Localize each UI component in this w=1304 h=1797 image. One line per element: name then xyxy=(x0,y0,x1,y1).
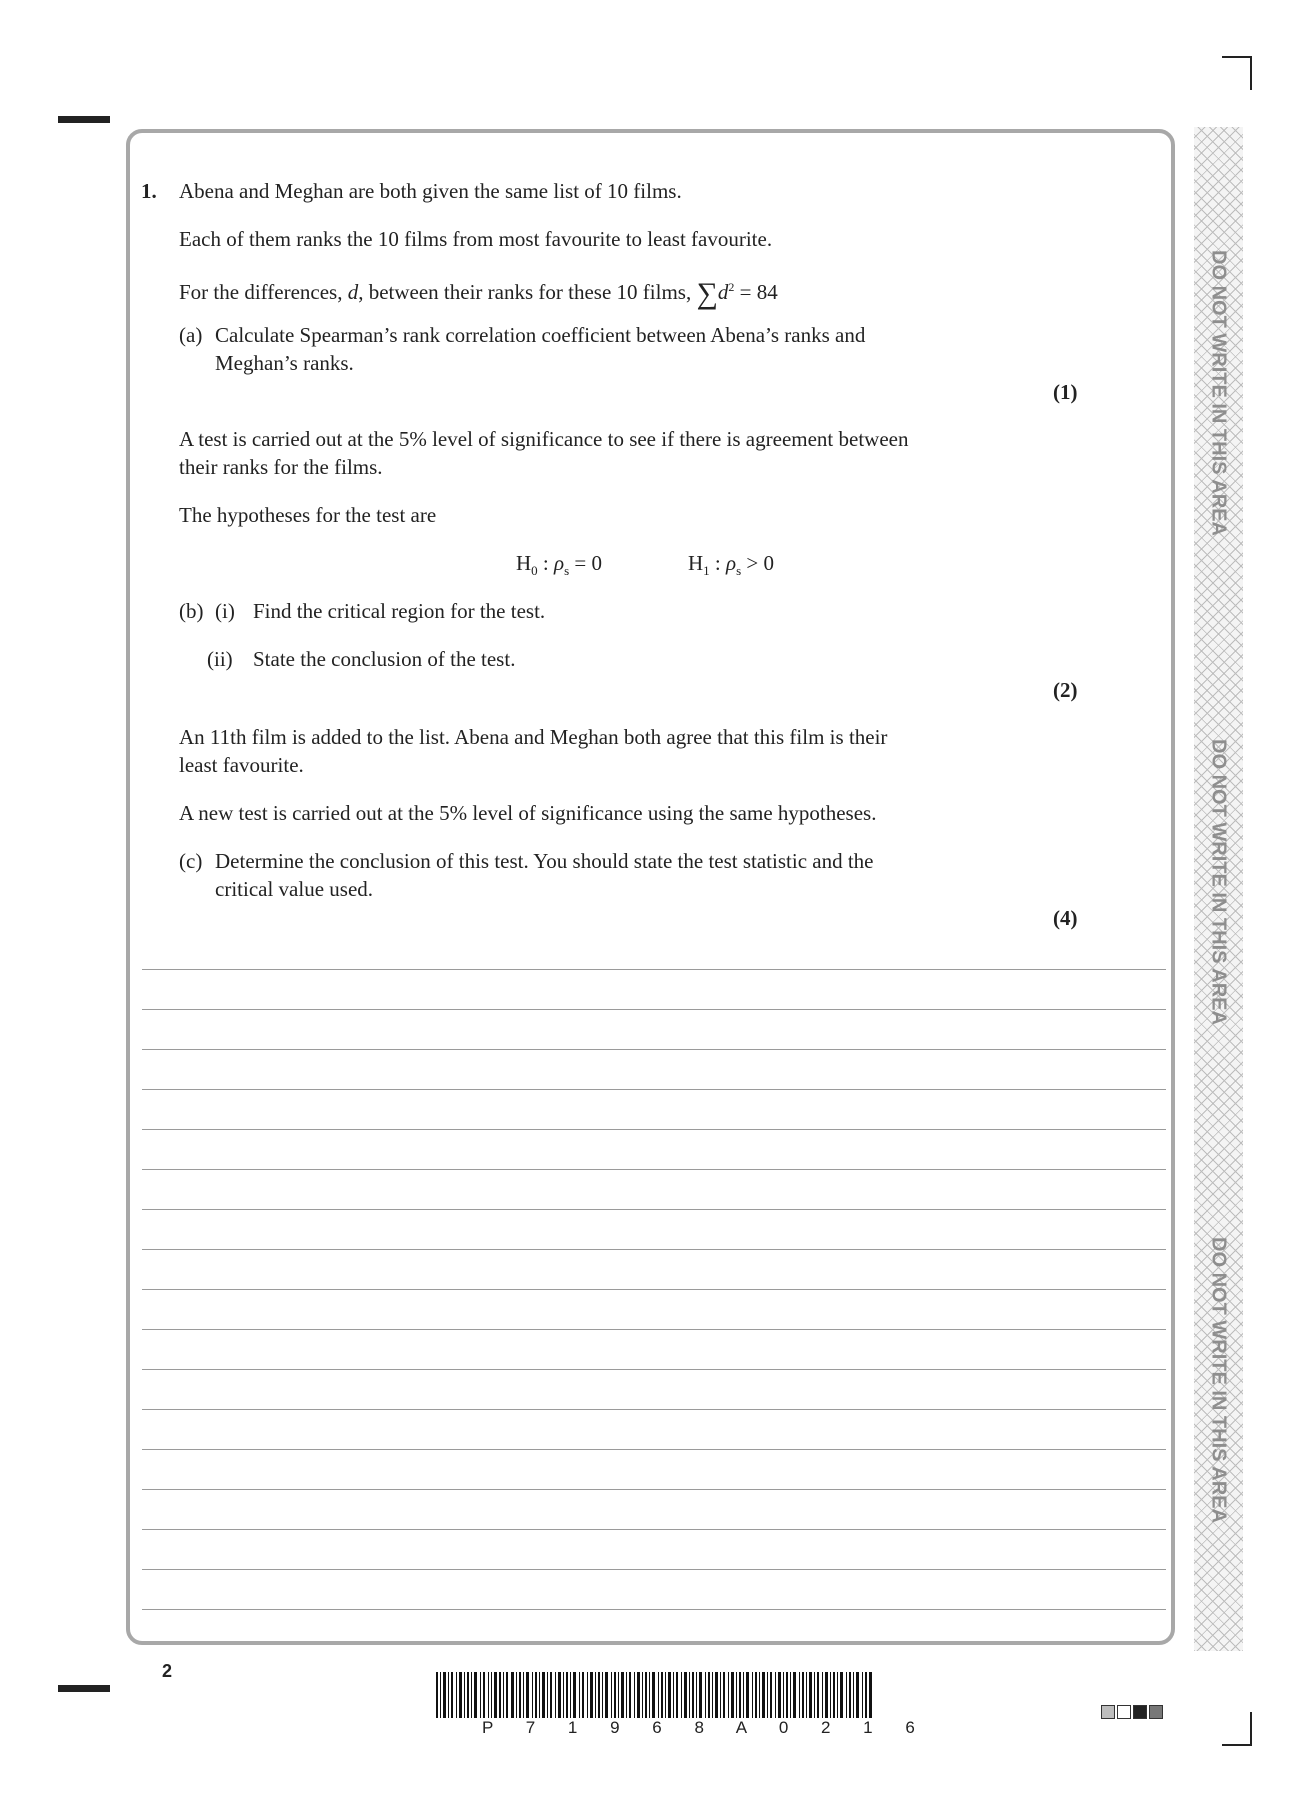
answer-line[interactable] xyxy=(142,1409,1166,1410)
hypotheses-intro: The hypotheses for the test are xyxy=(179,503,437,527)
page-indicator-3 xyxy=(1133,1705,1147,1719)
new-test-text: A new test is carried out at the 5% level of significance using the same hypotheses. xyxy=(179,801,877,825)
crop-mark-top-right xyxy=(1222,56,1252,90)
answer-line[interactable] xyxy=(142,1249,1166,1250)
answer-line[interactable] xyxy=(142,969,1166,970)
part-a-line1: Calculate Spearman’s rank correlation coefficient between Abena’s ranks and xyxy=(215,323,866,347)
test-line1: A test is carried out at the 5% level of significance to see if there is agreement between xyxy=(179,427,909,451)
part-b-i: Find the critical region for the test. xyxy=(253,599,546,623)
answer-line[interactable] xyxy=(142,1129,1166,1130)
answer-line[interactable] xyxy=(142,1569,1166,1570)
page-indicator-2 xyxy=(1117,1705,1131,1719)
page-number: 2 xyxy=(162,1661,173,1681)
alternative-hypothesis: $H_1$ : $\rho_s > 0$ xyxy=(688,551,775,578)
part-c-line2: critical value used. xyxy=(215,877,374,901)
part-a-label: (a) xyxy=(179,323,203,347)
test-line2: their ranks for the films. xyxy=(179,455,383,479)
part-c-line1: Determine the conclusion of this test. You should state the test statistic and the xyxy=(215,849,874,873)
crop-mark-top-left xyxy=(58,116,110,123)
answer-line[interactable] xyxy=(142,1449,1166,1450)
answer-line[interactable] xyxy=(142,1009,1166,1010)
answer-line[interactable] xyxy=(142,1209,1166,1210)
answer-line[interactable] xyxy=(142,1089,1166,1090)
answer-line[interactable] xyxy=(142,1529,1166,1530)
crop-mark-bottom-left xyxy=(58,1685,110,1692)
crop-mark-bottom-right xyxy=(1222,1712,1252,1746)
part-b-ii-label: (ii) xyxy=(207,647,233,671)
part-c-label: (c) xyxy=(179,849,203,873)
answer-line[interactable] xyxy=(142,1289,1166,1290)
answer-line[interactable] xyxy=(142,1329,1166,1330)
differences-line: For the differences, d, between their ranks for these 10 films, $\sum d^2 = 84$ xyxy=(179,277,778,310)
part-b-ii: State the conclusion of the test. xyxy=(253,647,516,671)
film11-line1: An 11th film is added to the list. Abena and Meghan both agree that this film is their xyxy=(179,725,888,749)
marks-b: (2) xyxy=(1053,678,1078,702)
question-number: 1. xyxy=(141,179,157,203)
part-a-line2: Meghan’s ranks. xyxy=(215,351,354,375)
marks-a: (1) xyxy=(1053,380,1078,404)
film11-line2: least favourite. xyxy=(179,753,304,777)
answer-line[interactable] xyxy=(142,1489,1166,1490)
answer-line[interactable] xyxy=(142,1169,1166,1170)
page-indicator-1 xyxy=(1101,1705,1115,1719)
page-indicator-4 xyxy=(1149,1705,1163,1719)
question-intro: Abena and Meghan are both given the same list of 10 films. xyxy=(179,179,682,203)
marks-c: (4) xyxy=(1053,906,1078,930)
rank-text: Each of them ranks the 10 films from most favourite to least favourite. xyxy=(179,227,773,251)
answer-line[interactable] xyxy=(142,1049,1166,1050)
sum-symbol: ∑ xyxy=(696,277,718,310)
null-hypothesis: $H_0$ : $\rho_s = 0$ xyxy=(516,551,603,578)
answer-line[interactable] xyxy=(142,1609,1166,1610)
barcode-number: P 7 1 9 6 8 A 0 2 1 6 xyxy=(482,1718,929,1737)
answer-line[interactable] xyxy=(142,1369,1166,1370)
barcode xyxy=(436,1672,872,1718)
part-b-label: (b) xyxy=(179,599,204,623)
part-b-i-label: (i) xyxy=(215,599,235,623)
